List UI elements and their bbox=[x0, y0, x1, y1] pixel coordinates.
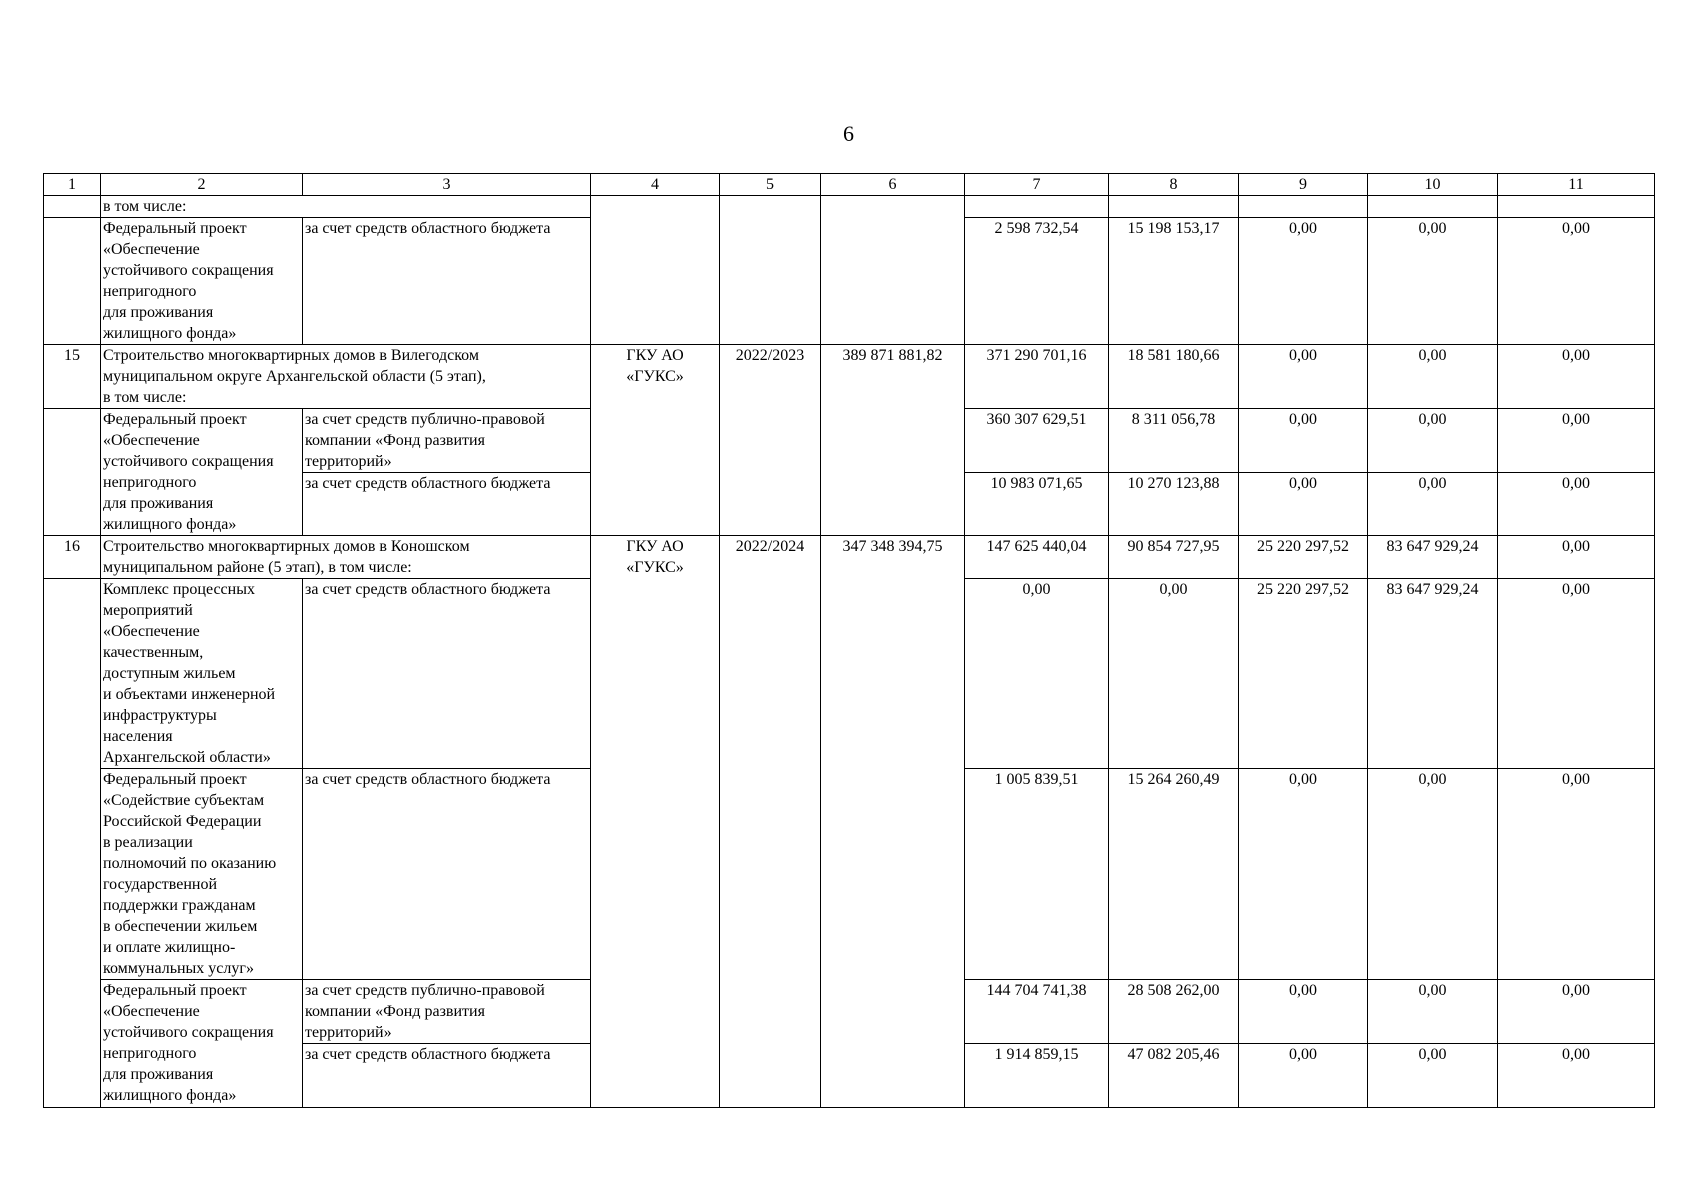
header-row bbox=[44, 174, 1655, 196]
period-cell: 2022/2023 bbox=[720, 345, 821, 536]
funding-source: за счет средств областного бюджета bbox=[303, 218, 591, 345]
value-cell: 0,00 bbox=[1498, 769, 1655, 980]
value-cell: 8 311 056,78 bbox=[1109, 409, 1239, 473]
value-cell: 1 005 839,51 bbox=[965, 769, 1109, 980]
value-cell: 90 854 727,95 bbox=[1109, 536, 1239, 579]
value-cell: 0,00 bbox=[1368, 769, 1498, 980]
table-row bbox=[44, 196, 1655, 218]
header-cell: 4 bbox=[591, 174, 720, 196]
value-cell: 0,00 bbox=[1368, 345, 1498, 409]
number-cell bbox=[44, 196, 101, 218]
including-label: в том числе: bbox=[101, 196, 591, 218]
value-cell: 0,00 bbox=[1368, 473, 1498, 536]
value-cell: 371 290 701,16 bbox=[965, 345, 1109, 409]
header-cell: 6 bbox=[821, 174, 965, 196]
header-cell: 11 bbox=[1498, 174, 1655, 196]
value-cell: 25 220 297,52 bbox=[1239, 536, 1368, 579]
funding-source: за счет средств областного бюджета bbox=[303, 473, 591, 536]
value-cell: 28 508 262,00 bbox=[1109, 980, 1239, 1044]
value-cell: 0,00 bbox=[1239, 769, 1368, 980]
value-cell: 0,00 bbox=[1239, 473, 1368, 536]
value-cell bbox=[965, 196, 1109, 218]
funding-source: за счет средств областного бюджета bbox=[303, 579, 591, 769]
header-cell: 5 bbox=[720, 174, 821, 196]
number-cell bbox=[44, 409, 101, 536]
value-cell: 0,00 bbox=[1368, 218, 1498, 345]
value-cell: 25 220 297,52 bbox=[1239, 579, 1368, 769]
header-cell: 9 bbox=[1239, 174, 1368, 196]
value-cell: 83 647 929,24 bbox=[1368, 579, 1498, 769]
customer-cell: ГКУ АО «ГУКС» bbox=[591, 345, 720, 536]
header-cell: 10 bbox=[1368, 174, 1498, 196]
item-name: Строительство многоквартирных домов в Коношском муниципальном районе (5 этап), в том числе: bbox=[101, 536, 591, 579]
federal-project-name: Федеральный проект «Обеспечение устойчивого сокращения непригодного для проживания жилищного фонда» bbox=[101, 218, 303, 345]
funding-source: за счет средств публично-правовой компании «Фонд развития территорий» bbox=[303, 980, 591, 1044]
budget-table bbox=[43, 173, 1655, 1108]
item-name: Строительство многоквартирных домов в Вилегодском муниципальном округе Архангельской области (5 этап), в том числе: bbox=[101, 345, 591, 409]
customer-cell bbox=[591, 196, 720, 345]
funding-source: за счет средств областного бюджета bbox=[303, 1044, 591, 1108]
value-cell: 10 270 123,88 bbox=[1109, 473, 1239, 536]
item-number: 15 bbox=[44, 345, 101, 409]
total-cost-cell bbox=[821, 196, 965, 345]
federal-project-name: Федеральный проект «Обеспечение устойчивого сокращения непригодного для проживания жилищного фонда» bbox=[101, 980, 303, 1108]
header-cell: 8 bbox=[1109, 174, 1239, 196]
period-cell bbox=[720, 196, 821, 345]
value-cell: 15 264 260,49 bbox=[1109, 769, 1239, 980]
process-complex-name: Комплекс процессных мероприятий «Обеспечение качественным, доступным жильем и объектами инженерной инфраструктуры населения Архангельской области» bbox=[101, 579, 303, 769]
value-cell: 10 983 071,65 bbox=[965, 473, 1109, 536]
value-cell: 18 581 180,66 bbox=[1109, 345, 1239, 409]
value-cell: 0,00 bbox=[1498, 579, 1655, 769]
value-cell: 15 198 153,17 bbox=[1109, 218, 1239, 345]
period-cell: 2022/2024 bbox=[720, 536, 821, 1108]
number-cell bbox=[44, 218, 101, 345]
table-row bbox=[44, 536, 1655, 579]
value-cell: 0,00 bbox=[1498, 345, 1655, 409]
value-cell: 0,00 bbox=[1239, 1044, 1368, 1108]
value-cell: 0,00 bbox=[1368, 1044, 1498, 1108]
value-cell: 360 307 629,51 bbox=[965, 409, 1109, 473]
value-cell: 0,00 bbox=[1498, 536, 1655, 579]
number-cell bbox=[44, 579, 101, 1108]
federal-project-name: Федеральный проект «Обеспечение устойчивого сокращения непригодного для проживания жилищного фонда» bbox=[101, 409, 303, 536]
funding-source: за счет средств публично-правовой компании «Фонд развития территорий» bbox=[303, 409, 591, 473]
value-cell: 0,00 bbox=[1109, 579, 1239, 769]
value-cell: 0,00 bbox=[1498, 218, 1655, 345]
value-cell: 144 704 741,38 bbox=[965, 980, 1109, 1044]
value-cell bbox=[1498, 196, 1655, 218]
funding-source: за счет средств областного бюджета bbox=[303, 769, 591, 980]
value-cell: 0,00 bbox=[1498, 1044, 1655, 1108]
value-cell: 0,00 bbox=[1498, 409, 1655, 473]
value-cell: 1 914 859,15 bbox=[965, 1044, 1109, 1108]
value-cell: 47 082 205,46 bbox=[1109, 1044, 1239, 1108]
page-number: 6 bbox=[843, 121, 854, 146]
value-cell bbox=[1368, 196, 1498, 218]
total-cost-cell: 347 348 394,75 bbox=[821, 536, 965, 1108]
value-cell bbox=[1239, 196, 1368, 218]
value-cell: 0,00 bbox=[1498, 980, 1655, 1044]
value-cell: 83 647 929,24 bbox=[1368, 536, 1498, 579]
value-cell: 0,00 bbox=[1368, 980, 1498, 1044]
customer-cell: ГКУ АО «ГУКС» bbox=[591, 536, 720, 1108]
header-cell: 2 bbox=[101, 174, 303, 196]
value-cell: 0,00 bbox=[1239, 980, 1368, 1044]
total-cost-cell: 389 871 881,82 bbox=[821, 345, 965, 536]
value-cell: 0,00 bbox=[965, 579, 1109, 769]
value-cell: 2 598 732,54 bbox=[965, 218, 1109, 345]
value-cell: 0,00 bbox=[1498, 473, 1655, 536]
header-cell: 1 bbox=[44, 174, 101, 196]
value-cell: 147 625 440,04 bbox=[965, 536, 1109, 579]
federal-project-name: Федеральный проект «Содействие субъектам Российской Федерации в реализации полномочий по оказанию государственной поддержки гражданам в обеспечении жильем и оплате жилищно- коммунальных услуг» bbox=[101, 769, 303, 980]
table-row bbox=[44, 345, 1655, 409]
item-number: 16 bbox=[44, 536, 101, 579]
value-cell: 0,00 bbox=[1368, 409, 1498, 473]
header-cell: 7 bbox=[965, 174, 1109, 196]
value-cell: 0,00 bbox=[1239, 409, 1368, 473]
header-cell: 3 bbox=[303, 174, 591, 196]
value-cell: 0,00 bbox=[1239, 345, 1368, 409]
value-cell: 0,00 bbox=[1239, 218, 1368, 345]
value-cell bbox=[1109, 196, 1239, 218]
